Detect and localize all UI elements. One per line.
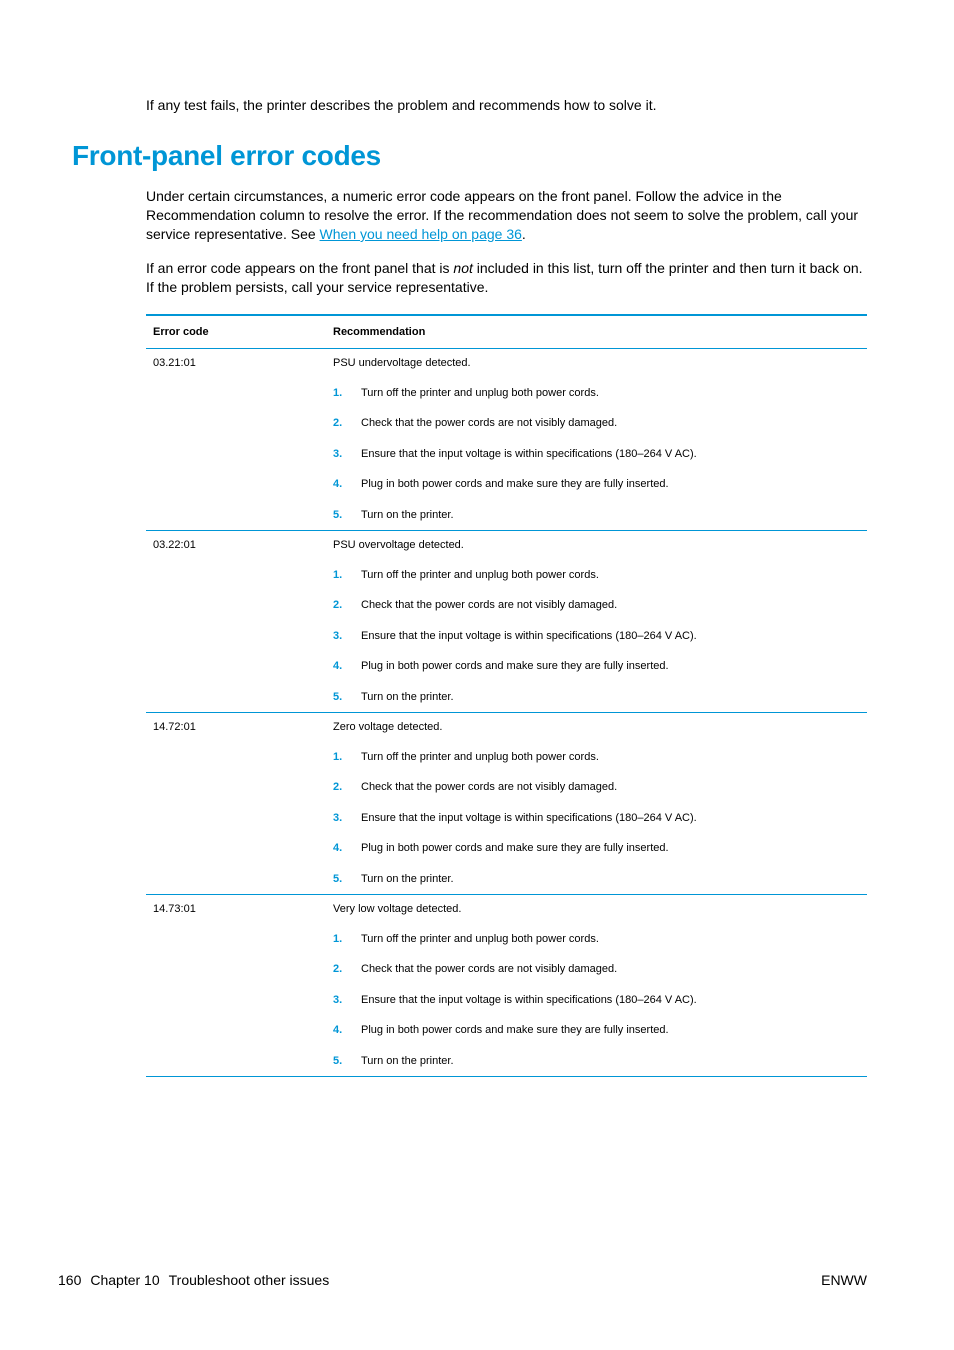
step-number: 4.	[333, 478, 343, 491]
step-text: Check that the power cords are not visibly damaged.	[361, 963, 618, 976]
footer-chapter-title: Troubleshoot other issues	[168, 1272, 330, 1288]
paragraph-text-end: .	[521, 226, 526, 242]
recommendation-summary: Zero voltage detected.	[333, 721, 443, 733]
step-text: Ensure that the input voltage is within specifications (180–264 V AC).	[361, 993, 697, 1006]
help-link[interactable]: When you need help on page 36	[319, 226, 522, 242]
table-row	[146, 531, 867, 713]
step-number: 3.	[333, 447, 343, 460]
error-code: 03.22:01	[153, 539, 196, 551]
step-number: 4.	[333, 1024, 343, 1037]
step-text: Check that the power cords are not visibly damaged.	[361, 417, 618, 430]
note-text: If an error code appears on the front panel that is	[146, 260, 454, 276]
step-number: 3.	[333, 993, 343, 1006]
step-number: 4.	[333, 660, 343, 673]
recommendation-summary: PSU overvoltage detected.	[333, 539, 464, 551]
step-text: Turn on the printer.	[361, 872, 454, 885]
step-text: Turn off the printer and unplug both power cords.	[361, 569, 599, 581]
intro-text: If any test fails, the printer describes the problem and recommends how to solve it.	[146, 97, 657, 113]
step-number: 2.	[333, 417, 343, 430]
step-number: 5.	[333, 1054, 343, 1067]
error-code-table	[146, 314, 867, 1077]
step-text: Ensure that the input voltage is within specifications (180–264 V AC).	[361, 811, 697, 824]
recommendation-summary: PSU undervoltage detected.	[333, 357, 471, 369]
step-number: 1.	[333, 387, 343, 399]
step-text: Plug in both power cords and make sure they are fully inserted.	[361, 842, 669, 855]
page-number: 160	[58, 1272, 82, 1288]
step-number: 5.	[333, 508, 343, 521]
table-row	[146, 349, 867, 531]
step-number: 3.	[333, 811, 343, 824]
step-text: Turn off the printer and unplug both power cords.	[361, 387, 599, 399]
step-number: 5.	[333, 872, 343, 885]
note-emphasis: not	[453, 260, 473, 276]
error-code: 14.73:01	[153, 903, 196, 915]
column-header-error-code: Error code	[153, 326, 209, 338]
step-number: 2.	[333, 963, 343, 976]
table-row	[146, 713, 867, 895]
step-number: 1.	[333, 569, 343, 581]
page-title: Front-panel error codes	[72, 140, 381, 171]
column-header-recommendation: Recommendation	[333, 326, 426, 338]
step-text: Turn off the printer and unplug both power cords.	[361, 751, 599, 763]
footer-chapter: Chapter 10	[90, 1272, 160, 1288]
step-number: 1.	[333, 933, 343, 945]
step-number: 4.	[333, 842, 343, 855]
step-text: Ensure that the input voltage is within specifications (180–264 V AC).	[361, 447, 697, 460]
step-number: 1.	[333, 751, 343, 763]
step-text: Plug in both power cords and make sure they are fully inserted.	[361, 478, 669, 491]
step-text: Ensure that the input voltage is within specifications (180–264 V AC).	[361, 629, 697, 642]
recommendation-summary: Very low voltage detected.	[333, 903, 462, 915]
step-number: 3.	[333, 629, 343, 642]
step-text: Check that the power cords are not visibly damaged.	[361, 781, 618, 794]
intro-paragraph	[146, 187, 868, 244]
step-text: Turn off the printer and unplug both power cords.	[361, 933, 599, 945]
note-text-end: included in this list, turn off the printer and then turn it back on. If the problem persists, call your service representative.	[146, 260, 863, 295]
table-row	[146, 895, 867, 1077]
footer-left	[58, 1272, 338, 1288]
step-text: Turn on the printer.	[361, 690, 454, 703]
step-number: 2.	[333, 781, 343, 794]
step-text: Check that the power cords are not visibly damaged.	[361, 599, 618, 612]
note-paragraph	[146, 259, 868, 297]
paragraph-text: Under certain circumstances, a numeric error code appears on the front panel. Follow the advice in the Recommendation column to resolve the error. If the recommendation does not seem to solve the problem, call your service representative. See	[146, 188, 859, 242]
step-text: Plug in both power cords and make sure they are fully inserted.	[361, 660, 669, 673]
step-number: 2.	[333, 599, 343, 612]
step-text: Turn on the printer.	[361, 508, 454, 521]
table-header	[146, 316, 867, 349]
error-code: 14.72:01	[153, 721, 196, 733]
step-number: 5.	[333, 690, 343, 703]
step-text: Plug in both power cords and make sure they are fully inserted.	[361, 1024, 669, 1037]
error-code: 03.21:01	[153, 357, 196, 369]
step-text: Turn on the printer.	[361, 1054, 454, 1067]
footer-right: ENWW	[821, 1272, 867, 1288]
